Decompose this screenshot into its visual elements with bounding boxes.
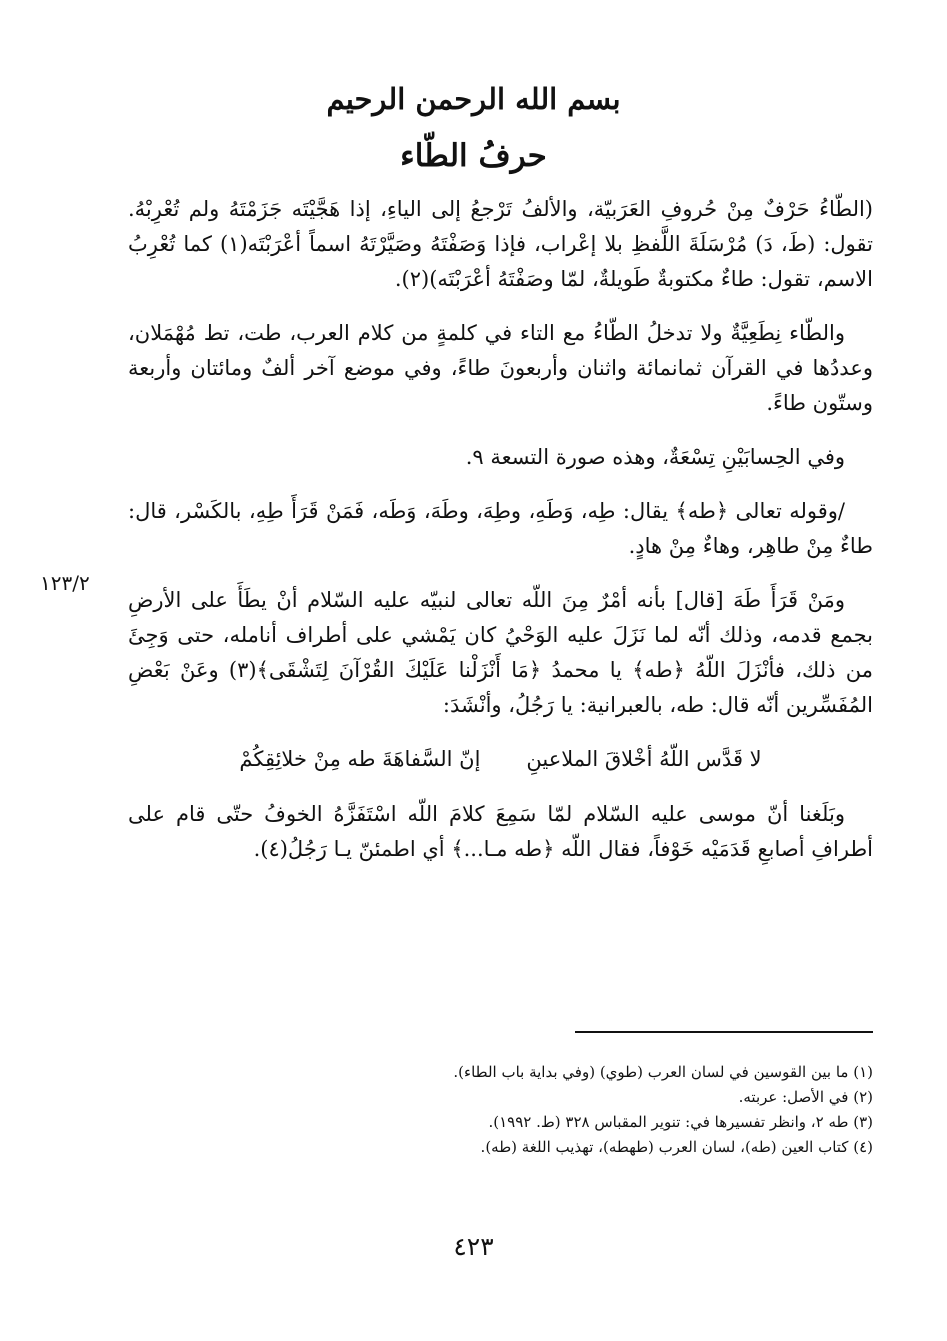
basmala-heading: بسم الله الرحمن الرحيم [326,82,621,116]
verse-first-hemistich: إنّ السَّفاهَةَ طه مِنْ خلائِقِكُمْ [239,747,481,771]
margin-reference: ١٢٣/٢ [40,571,90,595]
main-text [128,192,873,886]
paragraph: (الطّاءُ حَرْفٌ مِنْ حُروفِ العَرَبيّة، والألفُ تَرْجعُ إلى الياءِ، إذا هَجَّيْتَه جَزَمْتَهُ ولم تُعْرِبْهُ. تقول: (طَ، دَ) مُرْسَلَةَ اللَّفظِ بلا إعْراب، فإذا وَصَفْتَهُ وصَيَّرْتَهُ اسماً أعْرَبْتَه(١) كما تُعْرِبُ الاسم، تقول: طاءٌ مكتوبةٌ طَويلةٌ، لمّا وصَفْتَهُ أعْرَبْتَه)(٢). [128,197,873,291]
footnotes [453,1060,873,1160]
chapter-title: حرفُ الطّاء [400,138,547,174]
footnote: (٣) طه ٢، وانظر تفسيرها في: تنوير المقباس ٣٢٨ (ط. ١٩٩٢). [488,1113,873,1131]
footnote-divider [575,1031,873,1033]
poetry-verse [128,742,873,777]
paragraph: وفي الحِسابَيْنِ تِسْعَةٌ، وهذه صورة التسعة ٩. [465,445,845,469]
verse-second-hemistich: لا قَدَّس اللّهُ أخْلاقَ الملاعينِ [526,747,762,771]
paragraph: /وقوله تعالى ﴿طه﴾ يقال: طِه، وَطَهِ، وطِهَ، وطَهَ، وَطَه، فَمَنْ قَرَأَ طِهِ، بالكَسْر، قال: طاءٌ مِنْ طاهِر، وهاءٌ مِنْ هادٍ. [128,499,873,558]
page-number: ٤٢٣ [453,1232,494,1261]
paragraph: ومَنْ قَرَأَ طَهَ [قال] بأنه أمْرٌ مِنَ اللّه تعالى لنبيّه عليه السّلام أنْ يطَأَ على الأرضِ بجمع قدمه، وذلك أنّه لما نَزَلَ عليه الوَحْيُ كان يَمْشي على أطراف أنامله، حتى وَجِئَ من ذلك، فأنْزَلَ اللّهُ ﴿طه﴾ يا محمدُ ﴿مَا أَنْزَلْنا عَلَيْكَ القُرْآنَ لِتَشْقَى﴾(٣) وعَنْ بَعْضِ المُفَسِّرين أنّه قال: طه، بالعبرانية: يا رَجُلُ، وأنْشَدَ: [128,588,873,717]
footnote: (٢) في الأصل: عربته. [738,1088,873,1106]
footnote: (١) ما بين القوسين في لسان العرب (طوي) (وفي بداية باب الطاء). [453,1063,873,1081]
footnote: (٤) كتاب العين (طه)، لسان العرب (طهطه)، تهذيب اللغة (طه). [480,1138,873,1156]
paragraph: والطّاء نِطَعِيَّةٌ ولا تدخلُ الطّاءُ مع التاء في كلمةٍ من كلام العرب، طت، تط مُهْمَلان، وعددُها في القرآن ثمانمائة واثنان وأربعونَ طاءً، وفي موضع آخر ألفٌ ومائتان وأربعة وستّون طاءً. [128,321,873,415]
paragraph: وبَلَغنا أنّ موسى عليه السّلام لمّا سَمِعَ كلامَ اللّه اسْتَفَزَّهُ الخوفُ حتّى قام على أطرافِ أصابعِ قَدَمَيْه خَوْفاً، فقال اللّه ﴿طه مـا...﴾ أي اطمئنّ يـا رَجُلُ(٤). [128,802,873,861]
